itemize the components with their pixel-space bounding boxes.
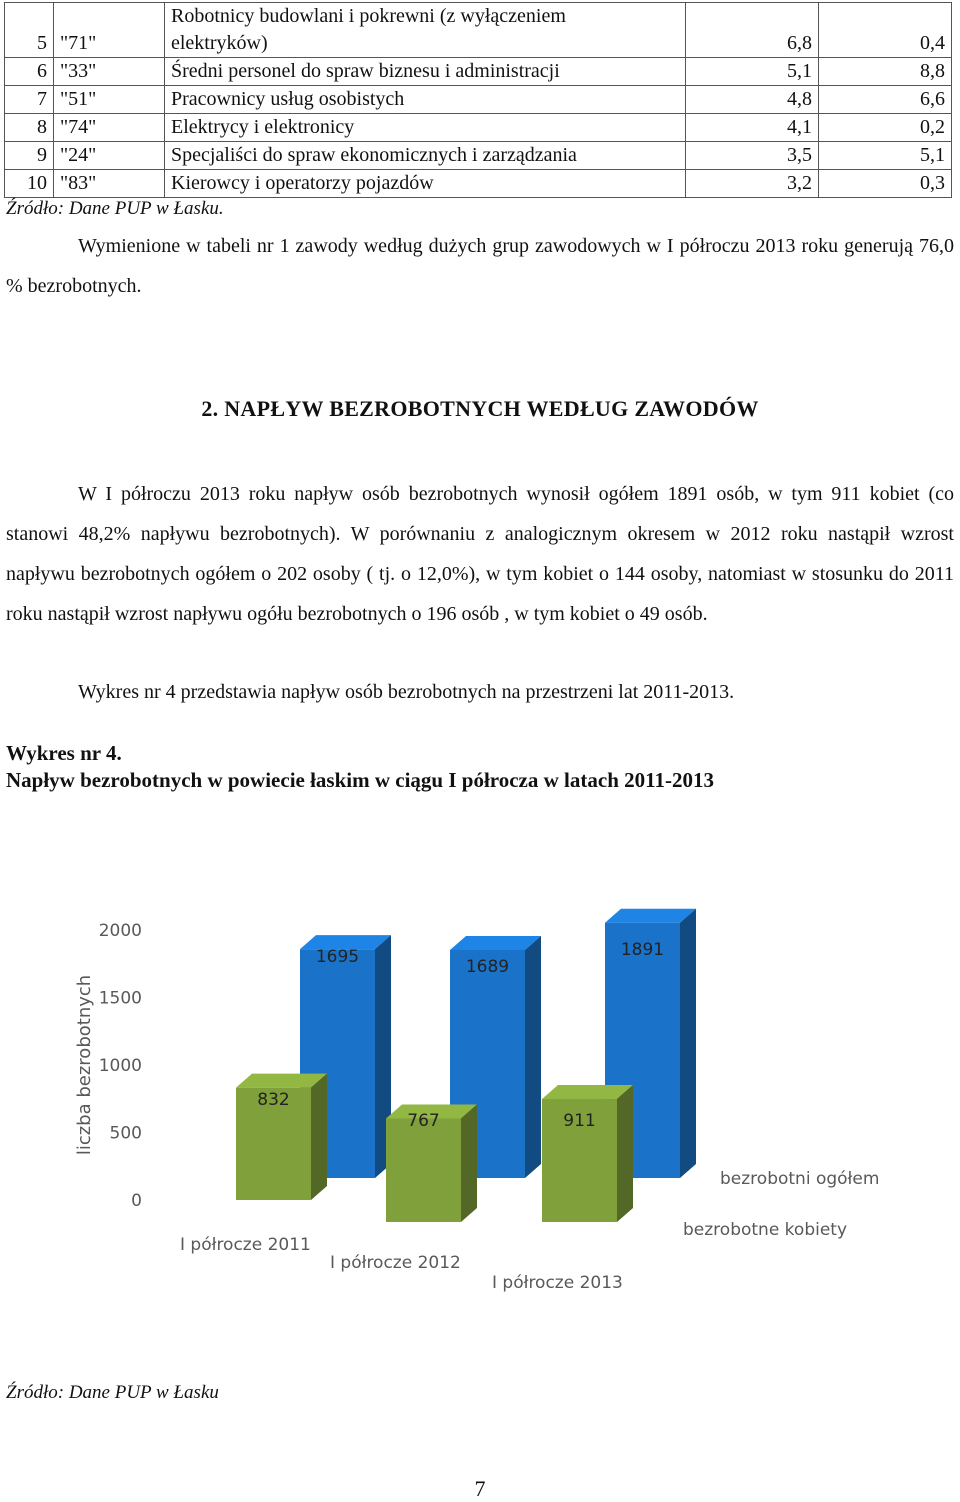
table-row bbox=[5, 170, 952, 198]
category-label: I półrocze 2013 bbox=[492, 1273, 623, 1293]
chart-caption-number: Wykres nr 4. bbox=[6, 741, 122, 765]
table-row bbox=[5, 58, 952, 86]
occupation-code: "33" bbox=[54, 58, 165, 86]
chart-source: Źródło: Dane PUP w Łasku bbox=[6, 1382, 219, 1403]
occupation-name: Kierowcy i operatorzy pojazdów bbox=[165, 170, 686, 198]
occupation-name: Średni personel do spraw biznesu i administracji bbox=[165, 58, 686, 86]
paragraph-inflow: W I półroczu 2013 roku napływ osób bezrobotnych wynosił ogółem 1891 osób, w tym 911 kobiet (co stanowi 48,2% napływu bezrobotnych). W porównaniu z analogicznym okresem w 2012 roku nastąpił wzrost napływu bezrobotnych ogółem o 202 osoby ( tj. o 12,0%), w tym kobiet o 144 osoby, natomiast w stosunku do 2011 roku nastąpił wzrost napływu ogółu bezrobotnych o 196 osób , w tym kobiet o 49 osób. bbox=[6, 483, 954, 625]
value-share: 4,1 bbox=[686, 114, 819, 142]
occupation-name-line: elektryków) bbox=[171, 32, 268, 54]
occupation-code: "24" bbox=[54, 142, 165, 170]
category-label: I półrocze 2011 bbox=[180, 1235, 311, 1255]
table-source: Źródło: Dane PUP w Łasku. bbox=[6, 198, 224, 219]
bar-total-side bbox=[525, 936, 541, 1178]
value-share: 3,2 bbox=[686, 170, 819, 198]
paragraph-chart-intro: Wykres nr 4 przedstawia napływ osób bezrobotnych na przestrzeni lat 2011-2013. bbox=[78, 681, 735, 703]
row-number: 7 bbox=[5, 86, 54, 114]
page-number: 7 bbox=[474, 1476, 486, 1501]
section-heading: 2. NAPŁYW BEZROBOTNYCH WEDŁUG ZAWODÓW bbox=[201, 396, 759, 421]
value-women: 6,6 bbox=[819, 86, 952, 114]
value-women: 5,1 bbox=[819, 142, 952, 170]
data-label-total: 1695 bbox=[315, 947, 360, 967]
y-tick-label: 2000 bbox=[98, 921, 142, 941]
data-label-women: 911 bbox=[563, 1111, 596, 1131]
value-share: 6,8 bbox=[686, 3, 819, 58]
bar-total-top bbox=[450, 936, 541, 950]
data-label-total: 1891 bbox=[620, 940, 665, 960]
inflow-bar-chart bbox=[60, 900, 920, 1300]
data-label-women: 767 bbox=[407, 1111, 440, 1131]
data-label-women: 832 bbox=[257, 1090, 290, 1110]
value-share: 5,1 bbox=[686, 58, 819, 86]
occupation-name-line: Robotnicy budowlani i pokrewni (z wyłączeniem bbox=[171, 5, 566, 27]
row-number: 9 bbox=[5, 142, 54, 170]
value-share: 4,8 bbox=[686, 86, 819, 114]
table-row bbox=[5, 86, 952, 114]
y-tick-label: 1000 bbox=[98, 1056, 142, 1076]
occupation-code: "83" bbox=[54, 170, 165, 198]
value-women: 8,8 bbox=[819, 58, 952, 86]
y-tick-label: 0 bbox=[131, 1191, 142, 1211]
bar-total-side bbox=[680, 909, 696, 1178]
occupation-code: "51" bbox=[54, 86, 165, 114]
table-row bbox=[5, 142, 952, 170]
chart-caption-title: Napływ bezrobotnych w powiecie łaskim w ciągu I półrocza w latach 2011-2013 bbox=[6, 768, 714, 792]
bar-women-side bbox=[461, 1104, 477, 1222]
value-women: 0,2 bbox=[819, 114, 952, 142]
table-row bbox=[5, 114, 952, 142]
occupation-name bbox=[165, 3, 686, 58]
occupation-name: Elektrycy i elektronicy bbox=[165, 114, 686, 142]
bar-total-top bbox=[605, 909, 696, 923]
row-number: 6 bbox=[5, 58, 54, 86]
bar-women-side bbox=[617, 1085, 633, 1222]
occupation-code: "71" bbox=[54, 3, 165, 58]
value-share: 3,5 bbox=[686, 142, 819, 170]
paragraph-table-summary: Wymienione w tabeli nr 1 zawody według dużych grup zawodowych w I półroczu 2013 roku generują 76,0 % bezrobotnych. bbox=[6, 235, 954, 297]
bar-women-top bbox=[236, 1074, 327, 1088]
row-number: 5 bbox=[5, 3, 54, 58]
category-label: I półrocze 2012 bbox=[330, 1253, 461, 1273]
occupation-name: Specjaliści do spraw ekonomicznych i zarządzania bbox=[165, 142, 686, 170]
row-number: 8 bbox=[5, 114, 54, 142]
bar-women-top bbox=[542, 1085, 633, 1099]
table-row bbox=[5, 3, 952, 58]
series-label-total: bezrobotni ogółem bbox=[720, 1169, 880, 1189]
occupation-code: "74" bbox=[54, 114, 165, 142]
y-tick-label: 500 bbox=[109, 1123, 142, 1144]
y-tick-label: 1500 bbox=[98, 988, 142, 1009]
value-women: 0,4 bbox=[819, 3, 952, 58]
occupation-table bbox=[4, 2, 952, 198]
y-axis-label: liczba bezrobotnych bbox=[74, 974, 95, 1156]
value-women: 0,3 bbox=[819, 170, 952, 198]
data-label-total: 1689 bbox=[465, 957, 510, 977]
bar-women bbox=[386, 1118, 461, 1222]
row-number: 10 bbox=[5, 170, 54, 198]
series-label-women: bezrobotne kobiety bbox=[683, 1220, 848, 1240]
occupation-name: Pracownicy usług osobistych bbox=[165, 86, 686, 114]
bar-women-side bbox=[311, 1074, 327, 1200]
